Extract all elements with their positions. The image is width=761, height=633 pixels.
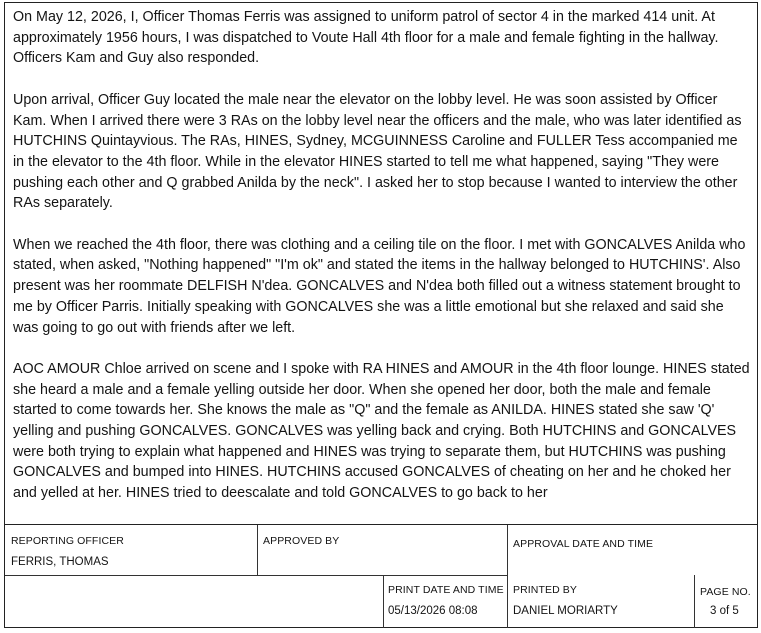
print-date-value: 05/13/2026 08:08: [388, 605, 478, 617]
footer-divider: [257, 525, 258, 575]
printed-by-value: DANIEL MORIARTY: [513, 605, 618, 617]
narrative-section: [5, 3, 757, 524]
footer-divider: [507, 525, 508, 628]
narrative-paragraph-3: When we reached the 4th floor, there was clothing and a ceiling tile on the floor. I met with GONCALVES Anilda who stated, when asked, "Nothing happened" "I'm ok" and stated the items in the hallway belonged to HUTCHINS'. Also present was her roommate DELFISH N'dea. GONCALVES and N'dea both filled out a witness statement brought to me by Officer Parris. Initially speaking with GONCALVES she was a little emotional but she relaxed and said she was going to go out with friends after we left.: [13, 236, 746, 336]
page-number-value: 3 of 5: [710, 605, 739, 617]
narrative-paragraph-2: Upon arrival, Officer Guy located the male near the elevator on the lobby level. He was soon assisted by Officer Kam. When I arrived there were 3 RAs on the lobby level near the officers and the male, who was later identified as HUTCHINS Quintayvious. The RAs, HINES, Sydney, MCGUINNESS Caroline and FULLER Tess accompanied me in the elevator to the 4th floor. While in the elevator HINES started to tell me what happened, saying "They were pushing each other and Q grabbed Anilda by the neck". I asked her to stop because I wanted to interview the other RAs separately.: [13, 91, 742, 212]
footer-divider: [694, 575, 695, 628]
report-footer-table: [5, 524, 757, 629]
narrative-paragraph-1: On May 12, 2026, I, Officer Thomas Ferris was assigned to uniform patrol of sector 4 in the marked 414 unit. At approximately 1956 hours, I was dispatched to Voute Hall 4th floor for a male and female fighting in the hallway. Officers Kam and Guy also responded.: [13, 9, 719, 67]
page-number-label: PAGE NO.: [700, 586, 751, 598]
approval-date-label: APPROVAL DATE AND TIME: [513, 538, 654, 550]
incident-report-page: [4, 2, 758, 628]
reporting-officer-value: FERRIS, THOMAS: [11, 556, 109, 568]
printed-by-label: PRINTED BY: [513, 584, 578, 596]
footer-divider: [5, 575, 507, 576]
footer-divider: [383, 575, 384, 628]
print-date-label: PRINT DATE AND TIME: [388, 584, 504, 596]
reporting-officer-label: REPORTING OFFICER: [11, 535, 124, 547]
narrative-paragraph-4: AOC AMOUR Chloe arrived on scene and I spoke with RA HINES and AMOUR in the 4th floor lounge. HINES stated she heard a male and a female yelling outside her door. When she opened her door, both the male and female started to come towards her. She knows the male as "Q" and the female as ANILDA. HINES stated she saw 'Q' yelling and pushing GONCALVES. GONCALVES was yelling back and crying. Both HUTCHINS and GONCALVES were both trying to explain what happened and HINES was trying to separate them, but HUTCHINS was pushing GONCALVES and bumped into HINES. HUTCHINS accused GONCALVES of cheating on her and he choked her and yelled at her. HINES tried to deescalate and told GONCALVES to go back to her: [13, 360, 750, 502]
approved-by-label: APPROVED BY: [263, 535, 340, 547]
